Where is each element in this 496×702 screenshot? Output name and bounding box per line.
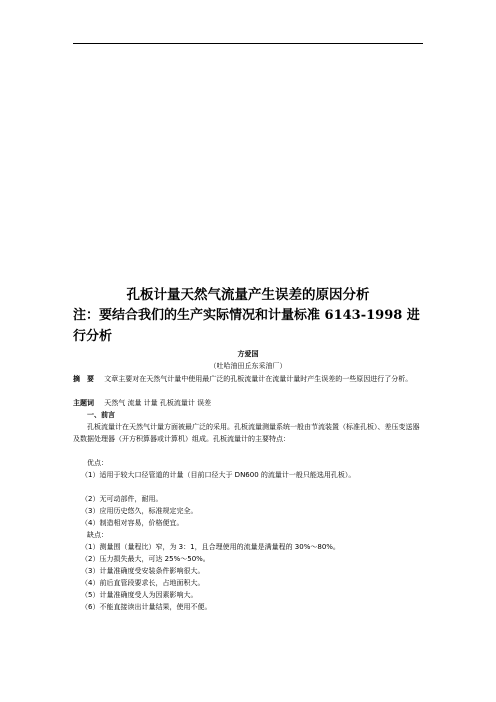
intro-paragraph: 孔板流量计在天然气计量方面被最广泛的采用。孔板流量测量系统一般由节流装置（标准孔板）、差压变送器及数据处理器（开方积算器或计算机）组成。孔板流量计的主要特点：: [73, 423, 420, 443]
abstract-text: 文章主要对在天然气计量中使用最广泛的孔板流量计在流量计量时产生误差的一些原因进行了分析。: [104, 375, 413, 383]
section-heading: 一、前言: [87, 411, 115, 419]
advantages-label: 优点：: [87, 459, 108, 467]
author-affiliation: （吐哈油田丘东采油厂）: [209, 362, 287, 370]
abstract: [73, 373, 423, 385]
keywords-label: 主题词: [73, 399, 94, 407]
disadvantage-item: （4）前后直管段要求长，占地面积大。: [81, 579, 205, 587]
document-subtitle: 注：要结合我们的生产实际情况和计量标准 6143-1998 进行分析: [73, 308, 420, 344]
disadvantage-item: （1）测量围（量程比）窄，为 3：1，且合理使用的流量是满量程的 30%～80%。: [81, 543, 340, 551]
author-name: 方爱国: [237, 350, 259, 358]
abstract-label: 摘 要: [73, 375, 94, 383]
document-title: 孔板计量天然气流量产生误差的原因分析: [126, 287, 370, 303]
advantage-item: （3）应用历史悠久，标准规定完全。: [81, 507, 198, 515]
disadvantage-item: （6）不能直接读出计量结果，使用不便。: [81, 603, 212, 611]
advantage-item: （4）制造相对容易，价格便宜。: [81, 519, 184, 527]
disadvantage-item: （2）压力损失最大，可达 25%～50%。: [81, 555, 210, 563]
advantage-item: （1）适用于较大口径管道的计量（目前口径大于 DN600 的流量计一般只能选用孔板）。: [81, 471, 356, 479]
header-rule: [73, 43, 423, 44]
disadvantages-label: 缺点：: [87, 531, 108, 539]
keywords: [73, 397, 423, 409]
disadvantage-item: （3）计量准确度受安装条件影响很大。: [81, 567, 205, 575]
advantage-item: （2）无可动部件，耐用。: [81, 495, 163, 503]
disadvantage-item: （5）计量准确度受人为因素影响大。: [81, 591, 198, 599]
keywords-text: 天然气 流量 计量 孔板流量计 误差: [104, 399, 212, 407]
